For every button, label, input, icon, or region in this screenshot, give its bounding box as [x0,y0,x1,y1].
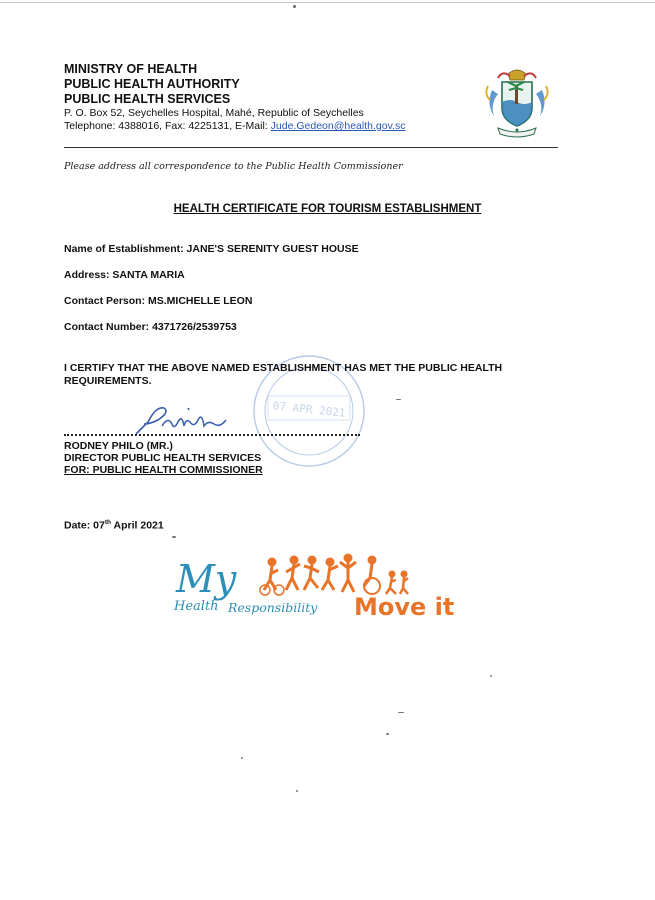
postal-address: P. O. Box 52, Seychelles Hospital, Mahé, Republic of Seychelles [64,107,364,119]
certificate-title: HEALTH CERTIFICATE FOR TOURISM ESTABLISHMENT [173,203,482,215]
email-link[interactable]: Jude.Gedeon@health.gov.sc [270,120,406,132]
signatory-for-line: FOR: PUBLIC HEALTH COMMISSIONER [64,464,263,476]
coat-of-arms-icon [478,64,556,140]
correspondence-note: Please address all correspondence to the Public Health Commissioner [64,161,403,172]
letterhead-divider [64,147,558,148]
top-edge-line [0,2,655,3]
contact-person: Contact Person: MS.MICHELLE LEON [64,295,253,307]
active-people-icon [260,554,408,595]
ministry-name: MINISTRY OF HEALTH [64,62,198,76]
scan-speck [172,536,176,538]
scan-speck [398,712,404,713]
signatory-block [64,440,263,476]
signatory-name: RODNEY PHILO (MR.) [64,440,173,452]
establishment-name: Name of Establishment: JANE'S SERENITY GUEST HOUSE [64,243,359,255]
logo-move-it: Move it [354,593,455,621]
scan-speck [241,757,243,759]
logo-my: My [176,557,237,601]
issue-date [64,519,164,532]
signatory-position: DIRECTOR PUBLIC HEALTH SERVICES [64,452,262,464]
establishment-address: Address: SANTA MARIA [64,269,185,281]
date-rest: April 2021 [111,519,164,532]
services-name: PUBLIC HEALTH SERVICES [64,92,231,106]
my-health-responsibility-logo [172,552,462,624]
logo-responsibility: Responsibility [228,600,318,615]
scan-speck [396,399,401,400]
scan-speck [296,790,298,792]
scan-speck [293,5,296,8]
letterhead [64,62,484,133]
date-ordinal: th [104,519,111,526]
certification-statement: I CERTIFY THAT THE ABOVE NAMED ESTABLISHMENT HAS MET THE PUBLIC HEALTH REQUIREMENTS. [64,362,503,387]
scan-speck [490,675,492,677]
authority-name: PUBLIC HEALTH AUTHORITY [64,77,240,91]
scan-speck [386,733,389,735]
contact-number: Contact Number: 4371726/2539753 [64,321,237,333]
telephone-fax: Telephone: 4388016, Fax: 4225131, E-Mail: [64,120,271,132]
stamp-date: 07 APR 2021 [272,399,347,420]
contact-line [64,120,484,133]
logo-health: Health [174,599,219,614]
date-prefix: Date: 07 [64,519,105,532]
signature-line [64,434,360,436]
